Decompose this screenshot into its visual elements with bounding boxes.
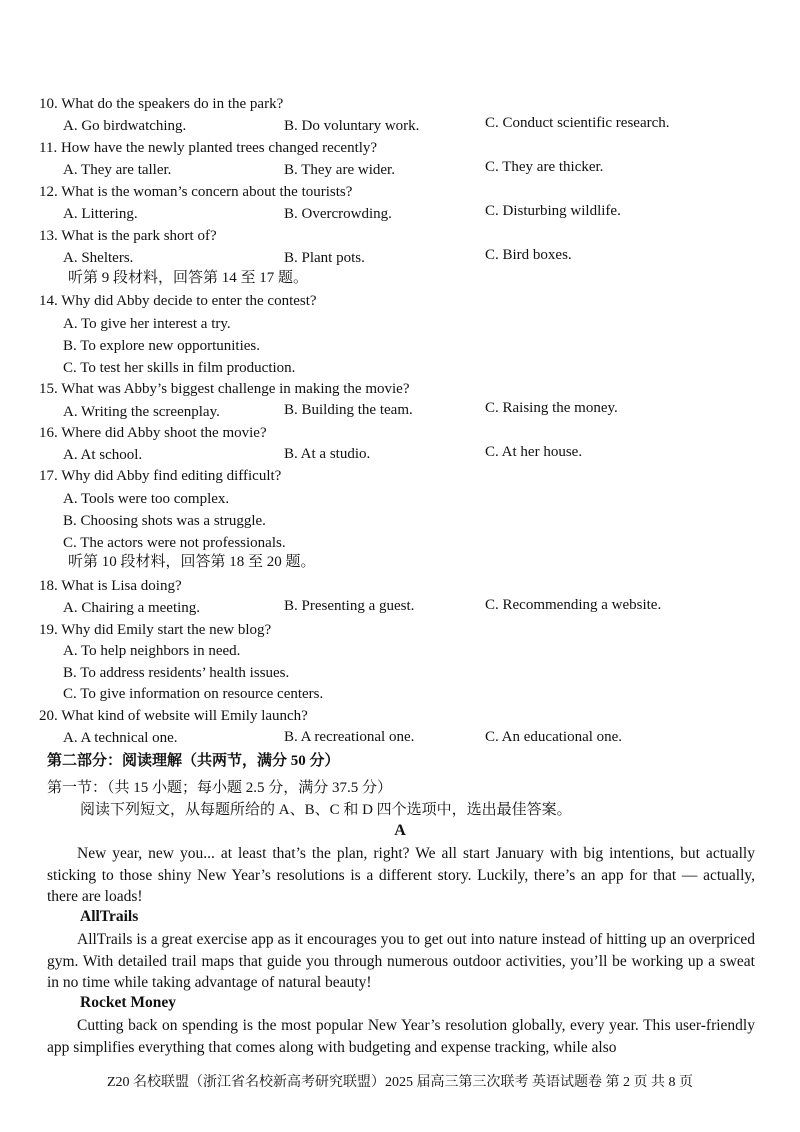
question-12-stem: 12. What is the woman’s concern about the tourists? — [39, 184, 353, 200]
question-20-option-a: A. A technical one. — [63, 730, 178, 746]
app-heading-rocket-money: Rocket Money — [80, 994, 176, 1011]
question-19-option-b: B. To address residents’ health issues. — [63, 665, 290, 681]
question-20-option-b: B. A recreational one. — [284, 729, 415, 745]
question-15-stem: 15. What was Abby’s biggest challenge in making the movie? — [39, 381, 410, 397]
listening-instruction-10: 听第 10 段材料，回答第 18 至 20 题。 — [68, 554, 316, 570]
question-11-option-a: A. They are taller. — [63, 162, 172, 178]
question-16-option-b: B. At a studio. — [284, 446, 371, 462]
question-10-option-b: B. Do voluntary work. — [284, 118, 420, 134]
question-16-stem: 16. Where did Abby shoot the movie? — [39, 425, 267, 441]
question-18-option-c: C. Recommending a website. — [485, 597, 662, 613]
question-14-stem: 14. Why did Abby decide to enter the contest? — [39, 293, 317, 309]
passage-label: A — [394, 822, 406, 839]
question-19-option-a: A. To help neighbors in need. — [63, 643, 241, 659]
question-16-option-c: C. At her house. — [485, 444, 583, 460]
question-17-option-b: B. Choosing shots was a struggle. — [63, 513, 266, 529]
question-18-option-a: A. Chairing a meeting. — [63, 600, 201, 616]
question-15-option-b: B. Building the team. — [284, 402, 413, 418]
question-20-stem: 20. What kind of website will Emily launch? — [39, 708, 308, 724]
question-15-option-c: C. Raising the money. — [485, 400, 618, 416]
listening-instruction-9: 听第 9 段材料，回答第 14 至 17 题。 — [68, 270, 309, 286]
question-19-stem: 19. Why did Emily start the new blog? — [39, 622, 272, 638]
app-text-rocket-money: Cutting back on spending is the most popular New Year’s resolution globally, every year. This user-friendly app simplifies everything that comes along with budgeting and expense tracking, while also — [47, 1017, 755, 1056]
question-18-option-b: B. Presenting a guest. — [284, 598, 415, 614]
question-11-stem: 11. How have the newly planted trees changed recently? — [39, 140, 378, 156]
question-11-option-b: B. They are wider. — [284, 162, 395, 178]
question-12-option-a: A. Littering. — [63, 206, 138, 222]
question-13-stem: 13. What is the park short of? — [39, 228, 217, 244]
part2-directions: 阅读下列短文，从每题所给的 A、B、C 和 D 四个选项中，选出最佳答案。 — [80, 802, 572, 818]
question-16-option-a: A. At school. — [63, 447, 143, 463]
question-18-stem: 18. What is Lisa doing? — [39, 578, 182, 594]
question-10-option-c: C. Conduct scientific research. — [485, 115, 670, 131]
question-17-option-c: C. The actors were not professionals. — [63, 535, 286, 551]
question-10-stem: 10. What do the speakers do in the park? — [39, 96, 284, 112]
question-12-option-b: B. Overcrowding. — [284, 206, 392, 222]
question-20-option-c: C. An educational one. — [485, 729, 623, 745]
question-11-option-c: C. They are thicker. — [485, 159, 604, 175]
question-14-option-c: C. To test her skills in film production. — [63, 360, 296, 376]
page-footer: Z20 名校联盟（浙江省名校新高考研究联盟）2025 届高三第三次联考 英语试题卷 第 2 页 共 8 页 — [106, 1075, 694, 1090]
app-text-alltrails: AllTrails is a great exercise app as it encourages you to get out into nature instead of hitting up an overpriced gym. With detailed trail maps that guide you through numerous outdoor activities, you’ll be working up a sweat in no time while taking advantage of natural beauty! — [47, 931, 755, 992]
question-12-option-c: C. Disturbing wildlife. — [485, 203, 621, 219]
part2-title: 第二部分：阅读理解（共两节，满分 50 分） — [47, 753, 340, 769]
app-heading-alltrails: AllTrails — [80, 908, 139, 925]
question-14-option-b: B. To explore new opportunities. — [63, 338, 260, 354]
question-13-option-b: B. Plant pots. — [284, 250, 365, 266]
question-14-option-a: A. To give her interest a try. — [63, 316, 231, 332]
passage-intro: New year, new you... at least that’s the plan, right? We all start January with big intentions, but actually sticking to those shiny New Year’s resolutions is a different story. Luckily, there’s an app for that — actually, there are loads! — [47, 845, 755, 906]
part2-section1: 第一节：（共 15 小题；每小题 2.5 分，满分 37.5 分） — [47, 780, 393, 796]
question-15-option-a: A. Writing the screenplay. — [63, 404, 220, 420]
question-10-option-a: A. Go birdwatching. — [63, 118, 187, 134]
question-13-option-c: C. Bird boxes. — [485, 247, 572, 263]
question-17-stem: 17. Why did Abby find editing difficult? — [39, 468, 282, 484]
question-13-option-a: A. Shelters. — [63, 250, 134, 266]
question-17-option-a: A. Tools were too complex. — [63, 491, 230, 507]
question-19-option-c: C. To give information on resource centers. — [63, 686, 324, 702]
